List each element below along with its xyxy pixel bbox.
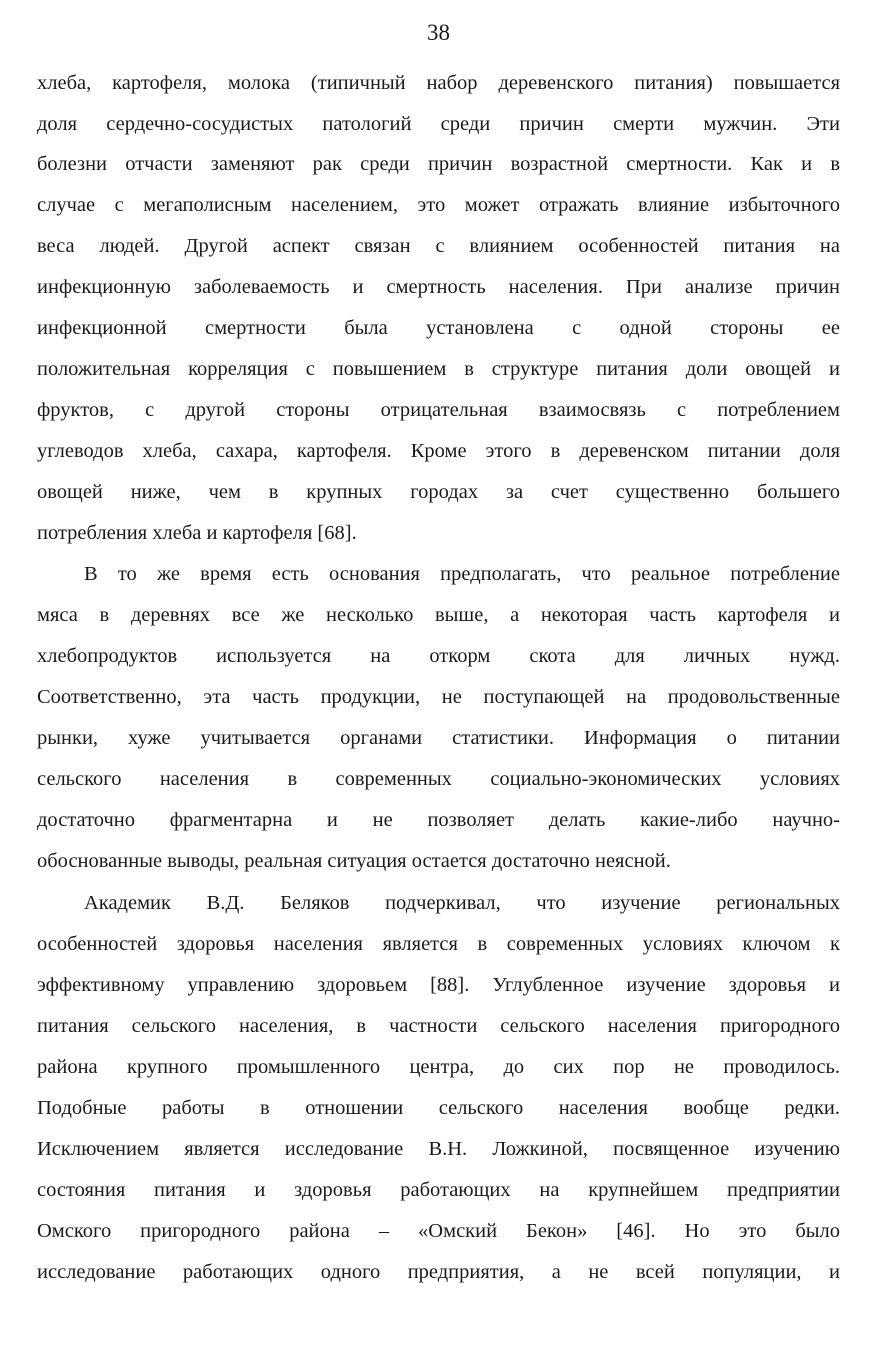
text-line: мяса в деревнях все же несколько выше, а некоторая часть картофеля и: [37, 604, 840, 626]
text-line: Подобные работы в отношении сельского населения вообще редки.: [37, 1097, 840, 1119]
text-line: Исключением является исследование В.Н. Ложкиной, посвященное изучению: [37, 1138, 840, 1160]
text-line: инфекционной смертности была установлена с одной стороны ее: [37, 317, 840, 339]
text-line: инфекционную заболеваемость и смертность населения. При анализе причин: [37, 276, 840, 298]
text-line: эффективному управлению здоровьем [88]. Углубленное изучение здоровья и: [37, 974, 840, 996]
text-line: положительная корреляция с повышением в структуре питания доли овощей и: [37, 358, 840, 380]
text-line: углеводов хлеба, сахара, картофеля. Кроме этого в деревенском питании доля: [37, 440, 840, 462]
text-line: состояния питания и здоровья работающих на крупнейшем предприятии: [37, 1179, 840, 1201]
text-line: района крупного промышленного центра, до сих пор не проводилось.: [37, 1056, 840, 1078]
text-line: болезни отчасти заменяют рак среди причин возрастной смертности. Как и в: [37, 153, 840, 175]
text-line: хлеба, картофеля, молока (типичный набор деревенского питания) повышается: [37, 72, 840, 94]
text-line: рынки, хуже учитывается органами статистики. Информация о питании: [37, 727, 840, 749]
text-line: достаточно фрагментарна и не позволяет делать какие-либо научно-: [37, 809, 840, 831]
text-line: сельского населения в современных социально-экономических условиях: [37, 768, 840, 790]
text-line: веса людей. Другой аспект связан с влиянием особенностей питания на: [37, 235, 840, 257]
text-line: хлебопродуктов используется на откорм скота для личных нужд.: [37, 645, 840, 667]
text-line: доля сердечно-сосудистых патологий среди причин смерти мужчин. Эти: [37, 113, 840, 135]
page-number: 38: [427, 20, 450, 45]
text-line: Соответственно, эта часть продукции, не поступающей на продовольственные: [37, 686, 840, 708]
text-line: фруктов, с другой стороны отрицательная взаимосвязь с потреблением: [37, 399, 840, 421]
text-line: питания сельского населения, в частности сельского населения пригородного: [37, 1015, 840, 1037]
text-line: обоснованные выводы, реальная ситуация остается достаточно неясной.: [37, 850, 671, 872]
text-line: особенностей здоровья населения является в современных условиях ключом к: [37, 933, 840, 955]
text-line: случае с мегаполисным населением, это может отражать влияние избыточного: [37, 194, 840, 216]
text-line: исследование работающих одного предприятия, а не всей популяции, и: [37, 1261, 840, 1283]
text-line: Омского пригородного района – «Омский Бекон» [46]. Но это было: [37, 1220, 840, 1242]
text-line: овощей ниже, чем в крупных городах за счет существенно большего: [37, 481, 840, 503]
paragraph-first-line: В то же время есть основания предполагать, что реальное потребление: [84, 563, 840, 585]
paragraph-first-line: Академик В.Д. Беляков подчеркивал, что изучение региональных: [84, 892, 840, 914]
text-line: потребления хлеба и картофеля [68].: [37, 522, 357, 544]
